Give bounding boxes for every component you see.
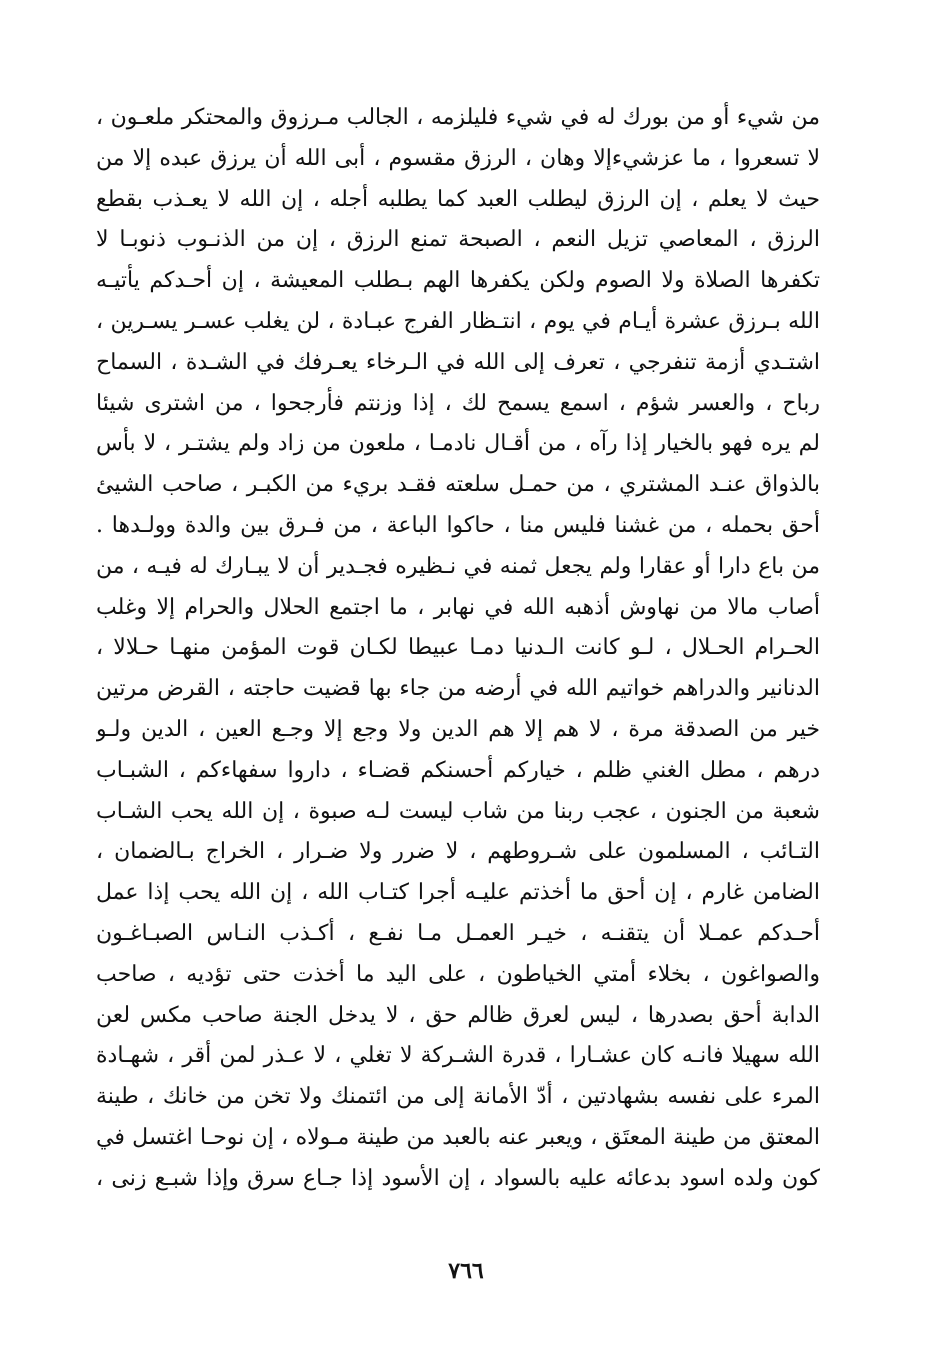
text-line: الله سهيلا فانـه كان عشـارا ، قدرة الشـركة لا تغلي ، لا عـذر لمن أقر ، شهـادة [96, 1043, 820, 1069]
text-line: الدنانير والدراهم خواتيم الله في أرضه من جاء بها قضيت حاجته ، القرض مرتين [96, 676, 820, 702]
text-line: من باع دارا أو عقارا ولم يجعل ثمنه في نـظيره فجـدير أن لا يبـارك له فيـه ، من [96, 553, 820, 579]
text-line: تكفرها الصلاة ولا الصوم ولكن يكفرها الهم بـطلب المعيشة ، إن أحـدكم يأتيـه [96, 268, 820, 294]
text-line: أحق بحمله ، من غشنا فليس منا ، حاكوا الباعة ، من فـرق بين والدة وولـدها . [96, 512, 820, 538]
text-line: الرزق ، المعاصي تزيل النعم ، الصبحة تمنع الرزق ، إن من الذنـوب ذنوبـا لا [96, 227, 820, 253]
text-line: خير من الصدقة مرة ، لا هم إلا هم الدين ولا وجع إلا وجـع العين ، الدين ولـو [96, 716, 820, 742]
text-line: اشتـدي أزمة تنفرجي ، تعرف إلى الله في الـرخاء يعـرفك في الشـدة ، السماح [96, 349, 820, 375]
text-line: بالذواق عنـد المشتري ، من حمـل سلعته فقـد بريء من الكبـر ، صاحب الشيئ [96, 472, 820, 498]
body-text [96, 98, 820, 1200]
text-line: أصاب مالا من نهاوش أذهبه الله في نهابر ، ما اجتمع الحلال والحرام إلا وغلب [96, 594, 820, 620]
text-line: حيث لا يعلم ، إن الرزق ليطلب العبد كما يطلبه أجله ، إن الله لا يعـذب بقطع [96, 186, 820, 212]
text-line: رباح ، والعسر شؤم ، اسمع يسمح لك ، إذا وزنتم فأرجحوا ، من اشترى شيئا [96, 390, 820, 416]
text-line: لا تسعروا ، ما عزشيءإلا وهان ، الرزق مقسوم ، أبى الله أن يرزق عبده إلا من [96, 145, 820, 171]
text-line: المعتق من طينة المعتَق ، ويعبر عنه بالعبد من طينة مـولاه ، إن نوحـا اغتسل في [96, 1124, 820, 1150]
text-line: الله بـرزق عشرة أيـام في يوم ، انتـظار الفرج عبـادة ، لن يغلب عسـر يسـرين ، [96, 308, 820, 334]
text-line: الحـرام الحـلال ، لـو كانت الـدنيا دمـا عبيطا لكـان قوت المؤمن منهـا حـلالا ، [96, 635, 820, 661]
text-line: شعبة من الجنون ، عجب ربنا من شاب ليست لـه صبوة ، إن الله يحب الشـاب [96, 798, 820, 824]
text-line: كون ولده اسود بدعائه عليه بالسواد ، إن الأسود إذا جـاع سرق وإذا شبـع زنى ، [96, 1165, 820, 1191]
text-line: درهم ، مطل الغني ظلم ، خياركم أحسنكم قضـاء ، داروا سفهاءكم ، الشبـاب [96, 757, 820, 783]
text-line: الضامن غارم ، إن أحق ما أخذتم عليـه أجرا كتـاب الله ، إن الله يحب إذا عمل [96, 880, 820, 906]
text-line: لم يره فهو بالخيار إذا رآه ، من أقـال نادمـا ، ملعون من زاد ولم يشتـر ، لا بأس [96, 431, 820, 457]
text-line: والصواغون ، بخلاء أمتي الخياطون ، على اليد ما أخذت حتى تؤديه ، صاحب [96, 961, 820, 987]
text-line: أحـدكم عمـلا أن يتقنـه ، خيـر العمـل مـا نفـع ، أكـذب النـاس الصبـاغـون [96, 920, 820, 946]
text-line: المرء على نفسه بشهادتين ، أدّ الأمانة إلى من ائتمنك ولا تخن من خانك ، طينة [96, 1084, 820, 1110]
text-line: التـائب ، المسلمون على شـروطهم ، لا ضرر ولا ضـرار ، الخراج بـالضمان ، [96, 839, 820, 865]
page-number: ٧٦٦ [448, 1258, 484, 1284]
text-line: من شيء أو من بورك له في شيء فليلزمه ، الجالب مـرزوق والمحتكر ملعـون ، [96, 105, 820, 130]
text-line: الدابة أحق بصدرها ، ليس لعرق ظالم حق ، لا يدخل الجنة صاحب مكس لعن [96, 1002, 820, 1028]
